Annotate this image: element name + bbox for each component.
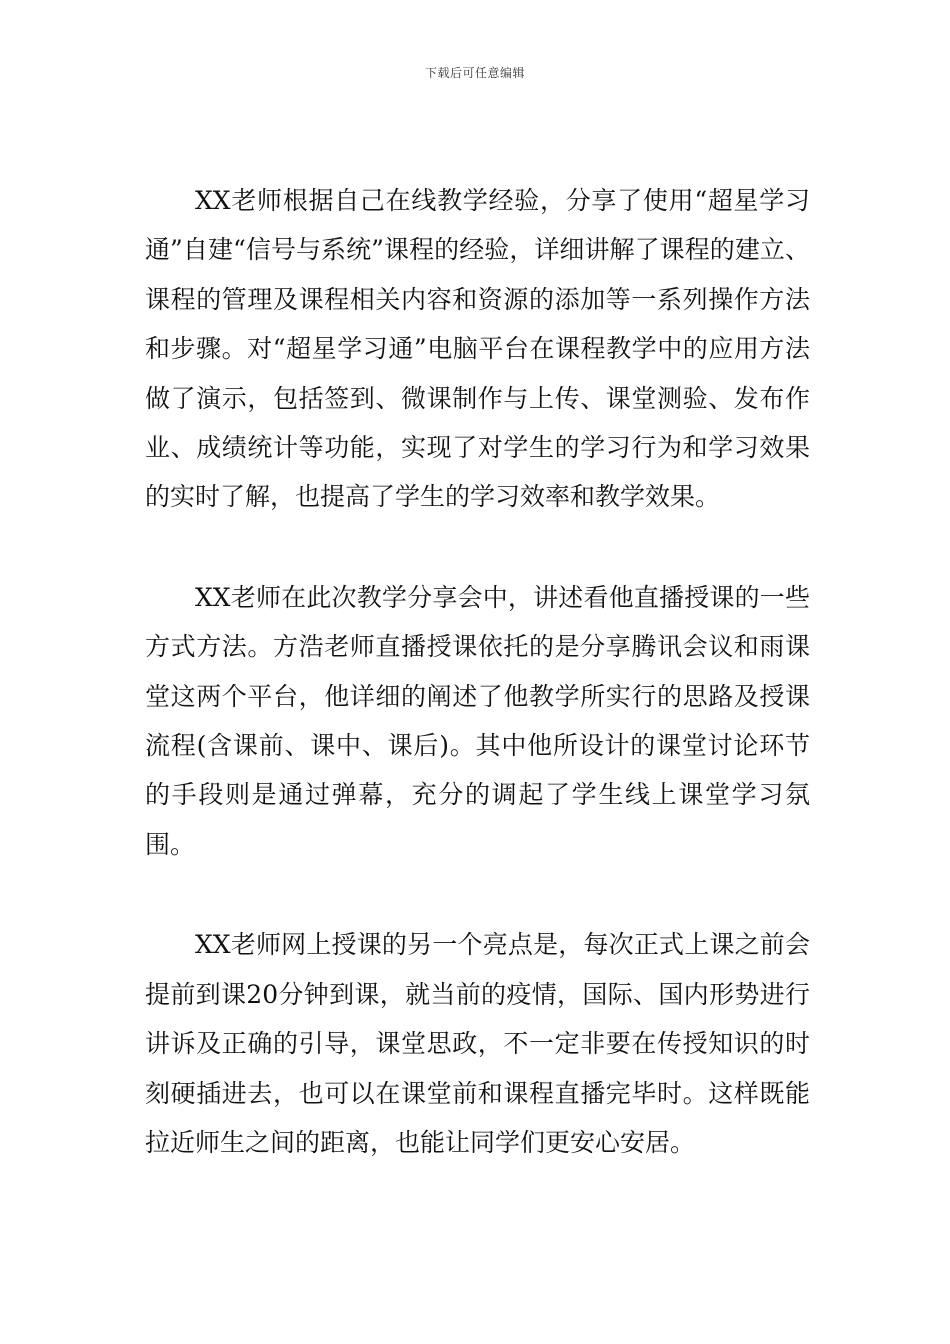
paragraph-1: XX老师根据自己在线教学经验，分享了使用“超星学习通”自建“信号与系统”课程的经验，详细讲解了课程的建立、课程的管理及课程相关内容和资源的添加等一系列操作方法和步骤。对“超星学习通”电脑平台在课程教学中的应用方法做了演示，包括签到、微课制作与上传、课堂测验、发布作业、成绩统计等功能，实现了对学生的学习行为和学习效果的实时了解，也提高了学生的学习效率和教学效果。: [145, 186, 810, 512]
paragraph-2: XX老师在此次教学分享会中，讲述看他直播授课的一些方式方法。方浩老师直播授课依托的是分享腾讯会议和雨课堂这两个平台，他详细的阐述了他教学所实行的思路及授课流程(含课前、课中、课后)。其中他所设计的课堂讨论环节的手段则是通过弹幕，充分的调起了学生线上课堂学习氛围。: [145, 582, 810, 859]
page-header: 下载后可任意编辑: [424, 66, 525, 80]
document-body: [145, 176, 810, 1167]
paragraph-3: XX老师网上授课的另一个亮点是，每次正式上课之前会提前到课20分钟到课，就当前的疫情，国际、国内形势进行讲诉及正确的引导，课堂思政，不一定非要在传授知识的时刻硬插进去，也可以在课堂前和课程直播完毕时。这样既能拉近师生之间的距离，也能让同学们更安心安居。: [145, 930, 810, 1157]
